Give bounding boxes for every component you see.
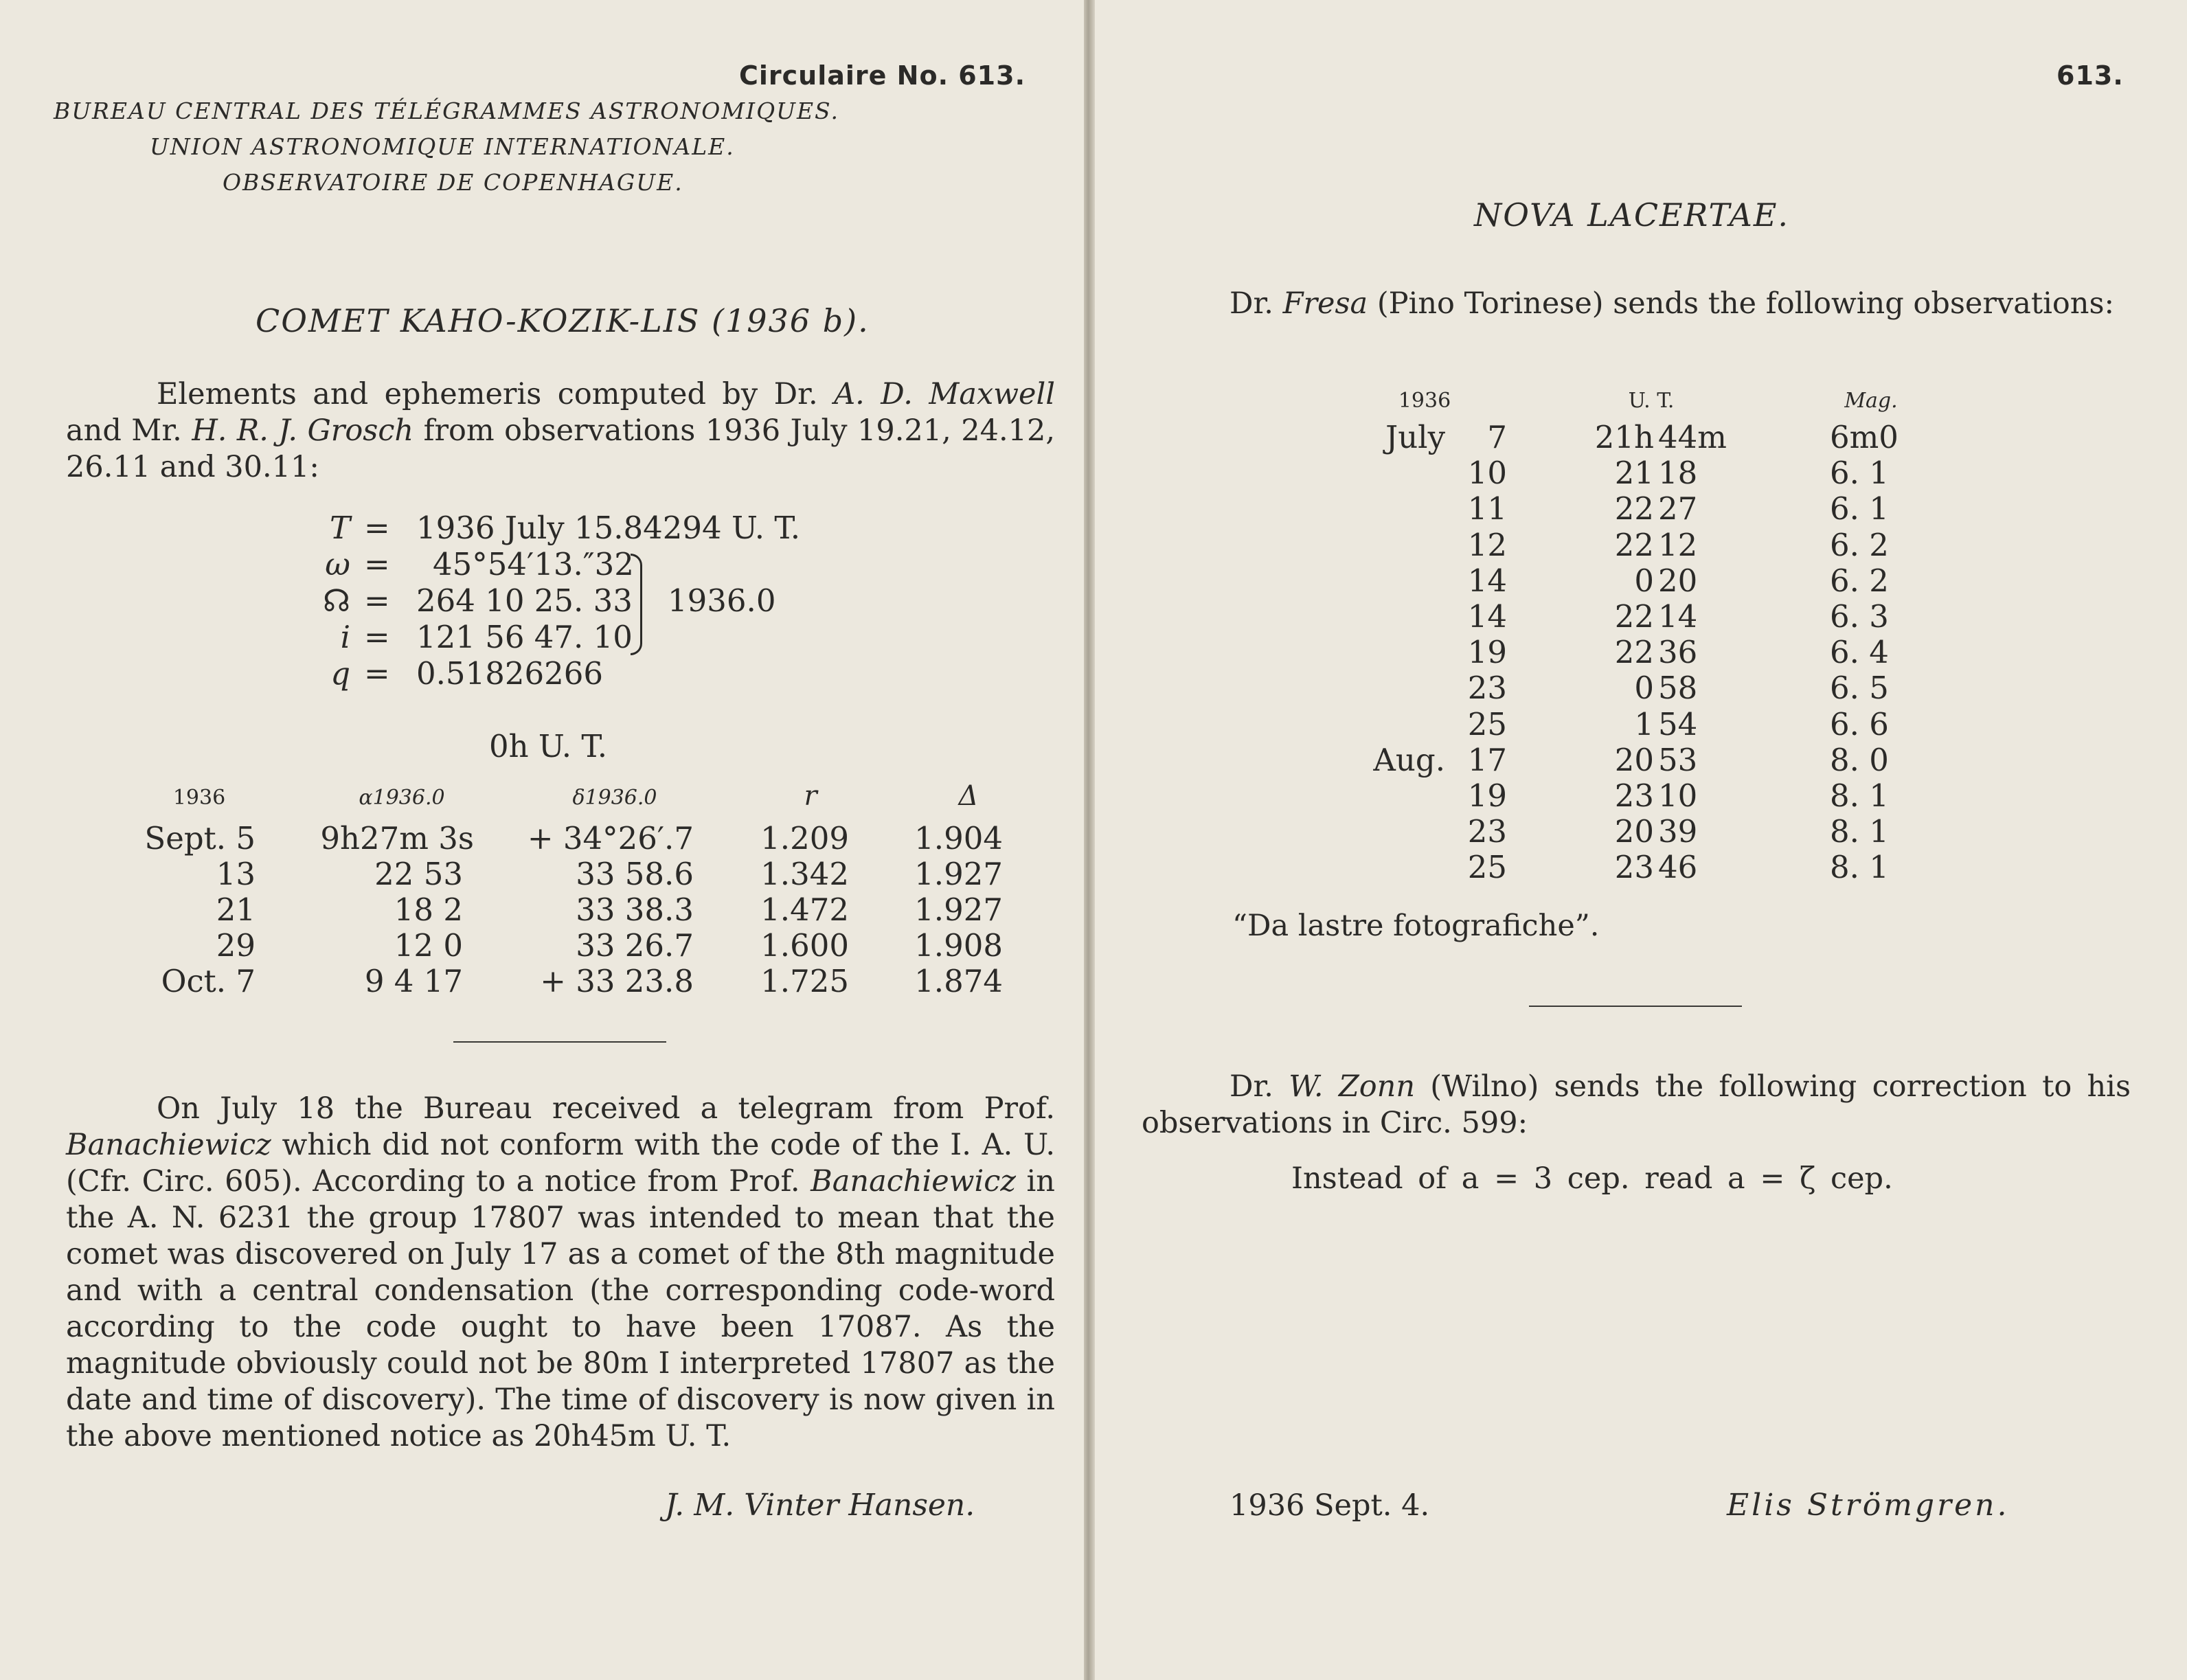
table-cell-hour: 20 [1614, 813, 1654, 850]
table-header: δ1936.0 [572, 786, 657, 810]
table-cell-month: July [1385, 419, 1445, 455]
equinox-label: 1936.0 [668, 582, 776, 619]
table-header: 1936 [172, 786, 226, 810]
table-cell-date: Oct. 7 [161, 963, 256, 999]
book-gutter [1084, 0, 1095, 1680]
table-cell-hour: 21h [1594, 419, 1654, 455]
table-header: 1936 [1398, 389, 1451, 413]
element-equals: = [364, 619, 390, 655]
table-cell-day: 12 [1467, 527, 1507, 563]
table-header: Δ [958, 780, 979, 812]
observation-note: “Da lastre fotografiche”. [1232, 909, 1600, 943]
table-cell-date: 29 [216, 927, 256, 964]
table-cell-minute: 39 [1658, 813, 1698, 850]
table-cell-day: 17 [1467, 742, 1507, 778]
table-cell-day: 23 [1467, 813, 1507, 850]
element-equals: = [364, 655, 390, 692]
table-cell-date: Sept. 5 [144, 820, 256, 856]
table-cell-ra: 12 0 [394, 927, 463, 964]
table-cell-r: 1.600 [760, 927, 849, 964]
element-value: 45°54′13.″32 [433, 546, 634, 582]
table-cell-minute: 58 [1658, 670, 1698, 706]
table-header: U. T. [1628, 389, 1675, 413]
table-cell-date: 13 [216, 856, 256, 892]
table-cell-magnitude: 6. 6 [1830, 706, 1889, 742]
table-cell-hour: 0 [1634, 563, 1654, 599]
table-cell-hour: 22 [1614, 634, 1654, 670]
table-cell-magnitude: 8. 1 [1830, 849, 1889, 885]
table-cell-r: 1.472 [760, 892, 849, 928]
correction-line: Instead of a = 3 cep. read a = ζ cep. [1291, 1161, 1893, 1196]
element-equals: = [364, 546, 390, 582]
table-cell-month: Aug. [1373, 742, 1445, 778]
comet-title: COMET KAHO-KOZIK-LIS (1936 b). [256, 302, 870, 339]
table-cell-magnitude: 6. 4 [1830, 634, 1889, 670]
table-cell-hour: 23 [1614, 777, 1654, 814]
element-equals: = [364, 510, 390, 546]
table-cell-minute: 18 [1658, 455, 1698, 491]
left-page [0, 0, 1084, 1680]
table-cell-minute: 10 [1658, 777, 1698, 814]
table-cell-hour: 21 [1614, 455, 1654, 491]
table-cell-ra: 22 53 [374, 856, 463, 892]
table-cell-hour: 20 [1614, 742, 1654, 778]
table-cell-magnitude: 8. 0 [1830, 742, 1889, 778]
element-equals: = [364, 582, 390, 619]
nova-title: NOVA LACERTAE. [1474, 196, 1790, 234]
signature-stromgren: Elis Strömgren. [1727, 1488, 2010, 1523]
header-observatory: OBSERVATOIRE DE COPENHAGUE. [223, 169, 683, 196]
table-cell-minute: 44m [1658, 419, 1727, 455]
table-cell-minute: 53 [1658, 742, 1698, 778]
section-divider [1529, 1006, 1742, 1007]
table-header: α1936.0 [359, 786, 445, 810]
table-cell-minute: 54 [1658, 706, 1698, 742]
table-cell-hour: 1 [1634, 706, 1654, 742]
circular-number: Circulaire No. 613. [739, 60, 1025, 91]
element-value: 0.51826266 [416, 655, 603, 692]
elements-intro: Elements and ephemeris computed by Dr. A. D. Maxwell and Mr. H. R. J. Grosch from observations 1936 July 19.21, 24.12, 26.11 and 30.11: [66, 377, 1056, 484]
element-symbol: q [330, 655, 350, 692]
table-cell-hour: 22 [1614, 527, 1654, 563]
table-cell-magnitude: 8. 1 [1830, 813, 1889, 850]
table-cell-ra: 9h27m 3s [320, 820, 474, 856]
table-cell-delta: 1.874 [914, 963, 1003, 999]
table-cell-day: 11 [1467, 490, 1507, 527]
header-bureau: BUREAU CENTRAL DES TÉLÉGRAMMES ASTRONOMIQUES. [54, 98, 839, 124]
table-cell-hour: 0 [1634, 670, 1654, 706]
element-symbol: ☊ [323, 582, 350, 619]
ephemeris-title: 0h U. T. [489, 728, 608, 764]
table-cell-magnitude: 6m0 [1830, 419, 1899, 455]
table-cell-magnitude: 6. 1 [1830, 455, 1889, 491]
element-value: 1936 July 15.84294 U. T. [416, 510, 801, 546]
zonn-paragraph: Dr. W. Zonn (Wilno) sends the following correction to his observations in Circ. 599: [1142, 1069, 2131, 1140]
table-cell-r: 1.725 [760, 963, 849, 999]
table-cell-day: 10 [1467, 455, 1507, 491]
table-cell-hour: 22 [1614, 490, 1654, 527]
table-cell-magnitude: 6. 2 [1830, 563, 1889, 599]
table-cell-dec: + 33 23.8 [540, 963, 694, 999]
right-page [1095, 0, 2187, 1680]
table-cell-r: 1.342 [760, 856, 849, 892]
fresa-intro: Dr. Fresa (Pino Torinese) sends the following observations: [1230, 286, 2115, 321]
table-cell-r: 1.209 [760, 820, 849, 856]
table-cell-ra: 18 2 [394, 892, 463, 928]
table-cell-dec: 33 26.7 [576, 927, 694, 964]
table-cell-minute: 14 [1658, 598, 1698, 635]
page-number: 613. [2056, 60, 2124, 91]
table-cell-day: 25 [1467, 706, 1507, 742]
table-cell-day: 25 [1467, 849, 1507, 885]
table-header: Mag. [1844, 389, 1898, 413]
table-cell-date: 21 [216, 892, 256, 928]
table-cell-hour: 23 [1614, 849, 1654, 885]
header-union: UNION ASTRONOMIQUE INTERNATIONALE. [150, 133, 735, 160]
element-value: 264 10 25. 33 [416, 582, 633, 619]
table-cell-dec: 33 38.3 [576, 892, 694, 928]
table-cell-day: 23 [1467, 670, 1507, 706]
table-cell-minute: 12 [1658, 527, 1698, 563]
element-value: 121 56 47. 10 [416, 619, 633, 655]
circular-date: 1936 Sept. 4. [1230, 1488, 1430, 1523]
table-header: r [804, 780, 817, 812]
table-cell-magnitude: 8. 1 [1830, 777, 1889, 814]
table-cell-delta: 1.927 [914, 892, 1003, 928]
table-cell-magnitude: 6. 5 [1830, 670, 1889, 706]
table-cell-magnitude: 6. 2 [1830, 527, 1889, 563]
table-cell-day: 19 [1467, 634, 1507, 670]
table-cell-day: 19 [1467, 777, 1507, 814]
table-cell-day: 7 [1487, 419, 1507, 455]
section-divider [453, 1041, 666, 1043]
element-symbol: ω [325, 546, 350, 582]
table-cell-day: 14 [1467, 598, 1507, 635]
table-cell-hour: 22 [1614, 598, 1654, 635]
table-cell-minute: 20 [1658, 563, 1698, 599]
element-symbol: T [329, 510, 350, 546]
table-cell-delta: 1.908 [914, 927, 1003, 964]
table-cell-magnitude: 6. 3 [1830, 598, 1889, 635]
table-cell-minute: 46 [1658, 849, 1698, 885]
notice-paragraph: On July 18 the Bureau received a telegram from Prof. Banachiewicz which did not conform with the code of the I. A. U. (Cfr. Circ. 605). According to a notice from Prof. Banachiewicz in the A. N. 6231 the group 17807 was intended to mean that the comet was discovered on July 17 as a comet of the 8th magnitude and with a central condensation (the corresponding code-word according to the code ought to have been 17087. As the magnitude obviously could not be 80m I interpreted 17807 as the date and time of discovery). The time of discovery is now given in the above mentioned notice as 20h45m U. T. [66, 1091, 1055, 1453]
table-cell-day: 14 [1467, 563, 1507, 599]
signature-vinter-hansen: J. M. Vinter Hansen. [665, 1488, 975, 1523]
table-cell-ra: 9 4 17 [364, 963, 463, 999]
table-cell-delta: 1.904 [914, 820, 1003, 856]
table-cell-dec: 33 58.6 [576, 856, 694, 892]
table-cell-minute: 36 [1658, 634, 1698, 670]
element-symbol: i [340, 619, 350, 655]
table-cell-magnitude: 6. 1 [1830, 490, 1889, 527]
table-cell-dec: + 34°26′.7 [527, 820, 694, 856]
table-cell-delta: 1.927 [914, 856, 1003, 892]
brace-symbol [631, 554, 642, 655]
table-cell-minute: 27 [1658, 490, 1698, 527]
